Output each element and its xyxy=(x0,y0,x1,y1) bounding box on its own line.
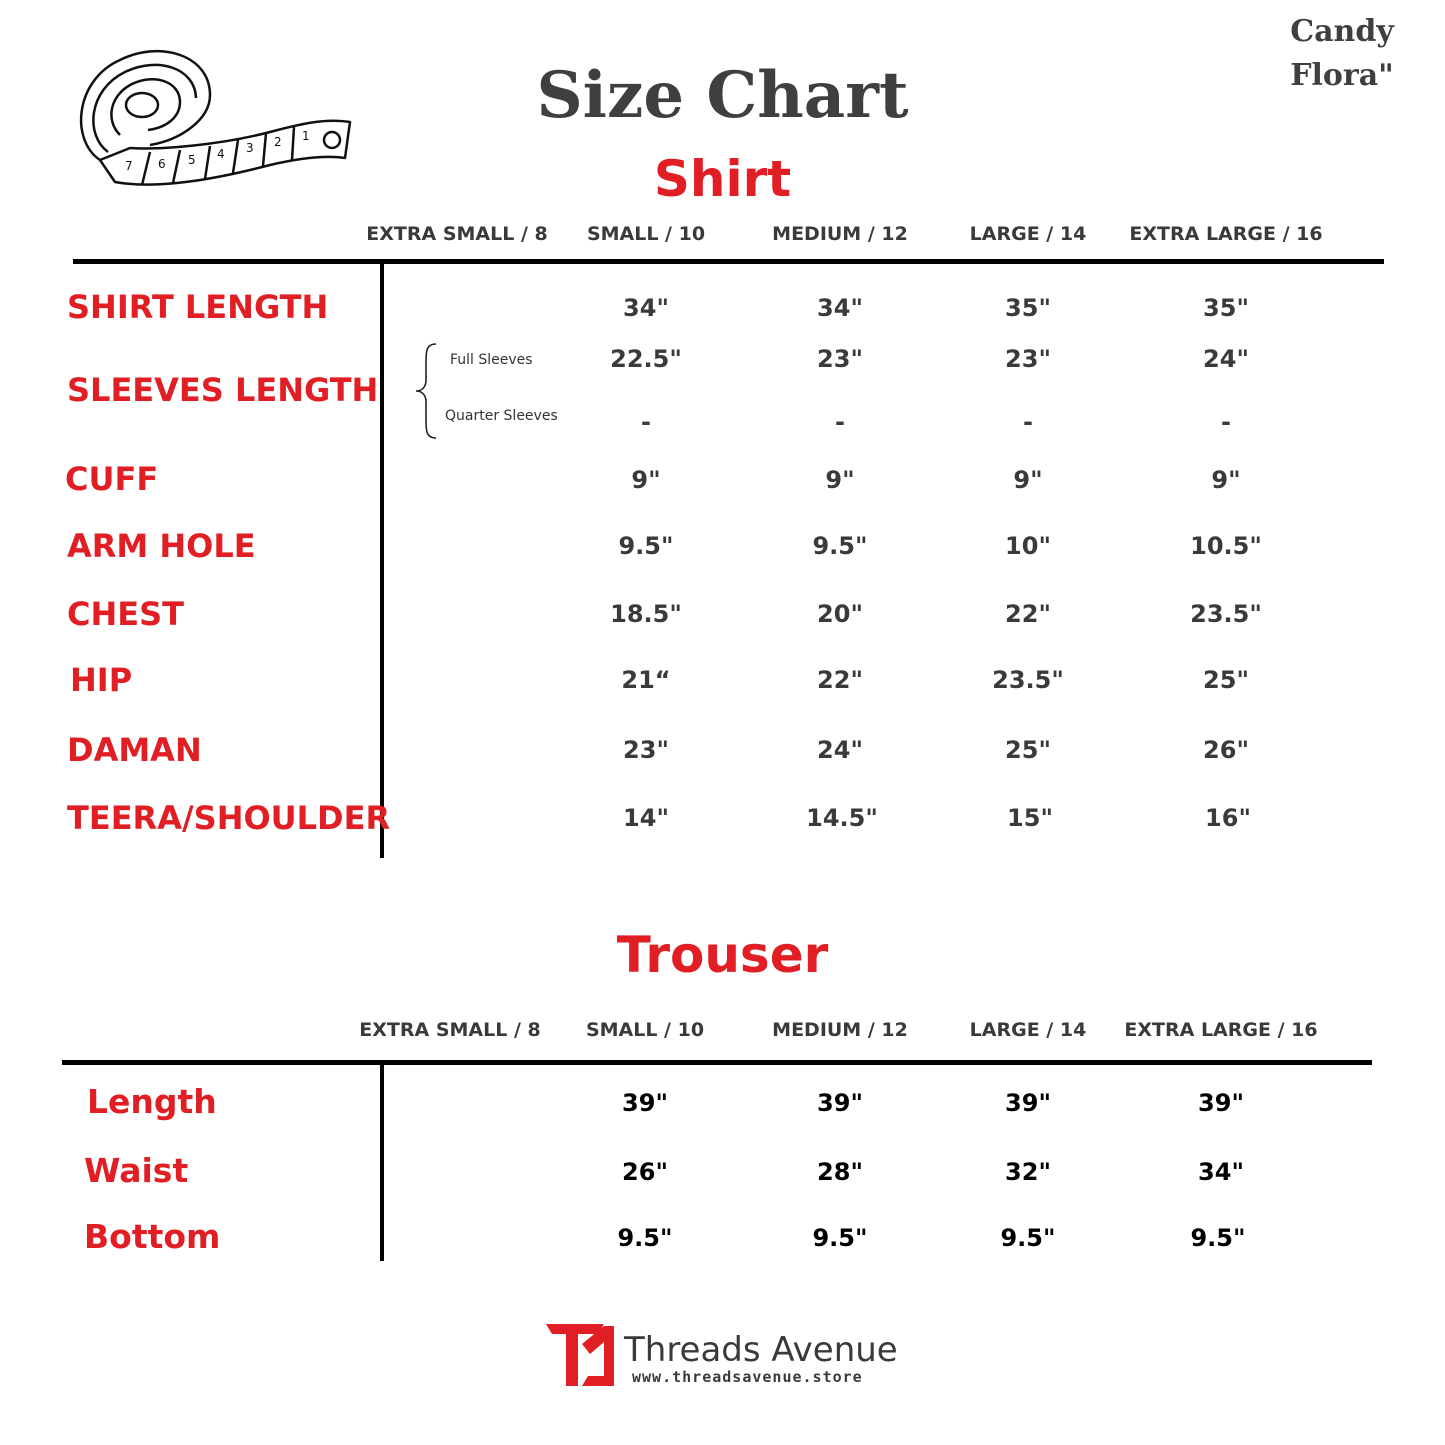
shirt-col-s: SMALL / 10 xyxy=(586,223,706,245)
trouser-col-m: MEDIUM / 12 xyxy=(772,1019,908,1041)
svg-text:3: 3 xyxy=(246,141,254,155)
chest-xl: 23.5" xyxy=(1190,600,1262,628)
sleeves-length-label: SLEEVES LENGTH xyxy=(67,371,379,409)
arm-hole-xl: 10.5" xyxy=(1190,532,1262,560)
full-sleeves-label: Full Sleeves xyxy=(450,352,533,368)
trouser-length-l: 39" xyxy=(1005,1089,1051,1117)
trouser-bottom-l: 9.5" xyxy=(1000,1224,1056,1252)
svg-text:1: 1 xyxy=(302,129,310,143)
cuff-label: CUFF xyxy=(65,460,159,498)
cuff-xl: 9" xyxy=(1211,466,1241,494)
svg-text:5: 5 xyxy=(188,153,196,167)
hip-m: 22" xyxy=(817,666,863,694)
trouser-col-xs: EXTRA SMALL / 8 xyxy=(359,1019,541,1041)
svg-text:6: 6 xyxy=(158,157,166,171)
brand-name: Threads Avenue xyxy=(624,1330,898,1370)
shirt-length-label: SHIRT LENGTH xyxy=(67,288,329,326)
trouser-length-xl: 39" xyxy=(1198,1089,1244,1117)
arm-hole-l: 10" xyxy=(1005,532,1051,560)
shirt-col-m: MEDIUM / 12 xyxy=(772,223,908,245)
cuff-m: 9" xyxy=(825,466,855,494)
shirt-section-title: Shirt xyxy=(653,150,792,208)
quarter-sleeves-m: - xyxy=(835,408,845,436)
teera-l: 15" xyxy=(1007,804,1053,832)
chest-s: 18.5" xyxy=(610,600,682,628)
trouser-waist-s: 26" xyxy=(622,1158,668,1186)
full-sleeves-l: 23" xyxy=(1005,345,1051,373)
shirt-col-xs: EXTRA SMALL / 8 xyxy=(366,223,548,245)
svg-text:4: 4 xyxy=(217,147,225,161)
hip-label: HIP xyxy=(70,661,133,699)
shirt-length-s: 34" xyxy=(623,294,669,322)
trouser-bottom-s: 9.5" xyxy=(617,1224,673,1252)
trouser-waist-l: 32" xyxy=(1005,1158,1051,1186)
arm-hole-m: 9.5" xyxy=(812,532,868,560)
daman-m: 24" xyxy=(817,736,863,764)
trouser-waist-m: 28" xyxy=(817,1158,863,1186)
chest-label: CHEST xyxy=(67,595,184,633)
trouser-waist-label: Waist xyxy=(84,1151,189,1190)
quarter-sleeves-l: - xyxy=(1023,408,1033,436)
daman-l: 25" xyxy=(1005,736,1051,764)
trouser-length-label: Length xyxy=(87,1082,217,1121)
trouser-bottom-xl: 9.5" xyxy=(1190,1224,1246,1252)
chest-m: 20" xyxy=(817,600,863,628)
trouser-bottom-m: 9.5" xyxy=(812,1224,868,1252)
shirt-length-l: 35" xyxy=(1005,294,1051,322)
shirt-length-m: 34" xyxy=(817,294,863,322)
brace-icon xyxy=(412,342,442,440)
full-sleeves-xl: 24" xyxy=(1203,345,1249,373)
daman-xl: 26" xyxy=(1203,736,1249,764)
shirt-length-xl: 35" xyxy=(1203,294,1249,322)
quarter-sleeves-xl: - xyxy=(1221,408,1231,436)
daman-s: 23" xyxy=(623,736,669,764)
teera-m: 14.5" xyxy=(806,804,878,832)
cuff-l: 9" xyxy=(1013,466,1043,494)
arm-hole-label: ARM HOLE xyxy=(67,527,256,565)
teera-shoulder-label: TEERA/SHOULDER xyxy=(67,799,391,837)
page-title: Size Chart xyxy=(536,58,909,133)
full-sleeves-m: 23" xyxy=(817,345,863,373)
svg-text:7: 7 xyxy=(125,159,133,173)
chest-l: 22" xyxy=(1005,600,1051,628)
trouser-col-s: SMALL / 10 xyxy=(585,1019,705,1041)
teera-xl: 16" xyxy=(1205,804,1251,832)
brand-note: Candy Flora" xyxy=(1290,14,1394,93)
shirt-header-divider xyxy=(73,259,1384,264)
arm-hole-s: 9.5" xyxy=(618,532,674,560)
quarter-sleeves-label: Quarter Sleeves xyxy=(445,408,558,424)
shirt-col-xl: EXTRA LARGE / 16 xyxy=(1129,223,1323,245)
trouser-waist-xl: 34" xyxy=(1198,1158,1244,1186)
trouser-header-divider xyxy=(62,1060,1372,1065)
cuff-s: 9" xyxy=(631,466,661,494)
trouser-section-title: Trouser xyxy=(616,926,829,984)
svg-text:2: 2 xyxy=(274,135,282,149)
shirt-col-l: LARGE / 14 xyxy=(969,223,1087,245)
trouser-length-m: 39" xyxy=(817,1089,863,1117)
trouser-label-divider xyxy=(380,1063,384,1261)
shirt-label-divider xyxy=(380,262,384,858)
full-sleeves-s: 22.5" xyxy=(610,345,682,373)
quarter-sleeves-s: - xyxy=(641,408,651,436)
trouser-col-l: LARGE / 14 xyxy=(969,1019,1087,1041)
daman-label: DAMAN xyxy=(67,731,202,769)
hip-l: 23.5" xyxy=(992,666,1064,694)
hip-s: 21“ xyxy=(621,666,671,694)
threads-avenue-logo-icon xyxy=(544,1322,616,1388)
trouser-col-xl: EXTRA LARGE / 16 xyxy=(1124,1019,1318,1041)
brand-url: www.threadsavenue.store xyxy=(632,1368,863,1386)
teera-s: 14" xyxy=(623,804,669,832)
trouser-length-s: 39" xyxy=(622,1089,668,1117)
trouser-bottom-label: Bottom xyxy=(84,1217,221,1256)
hip-xl: 25" xyxy=(1203,666,1249,694)
